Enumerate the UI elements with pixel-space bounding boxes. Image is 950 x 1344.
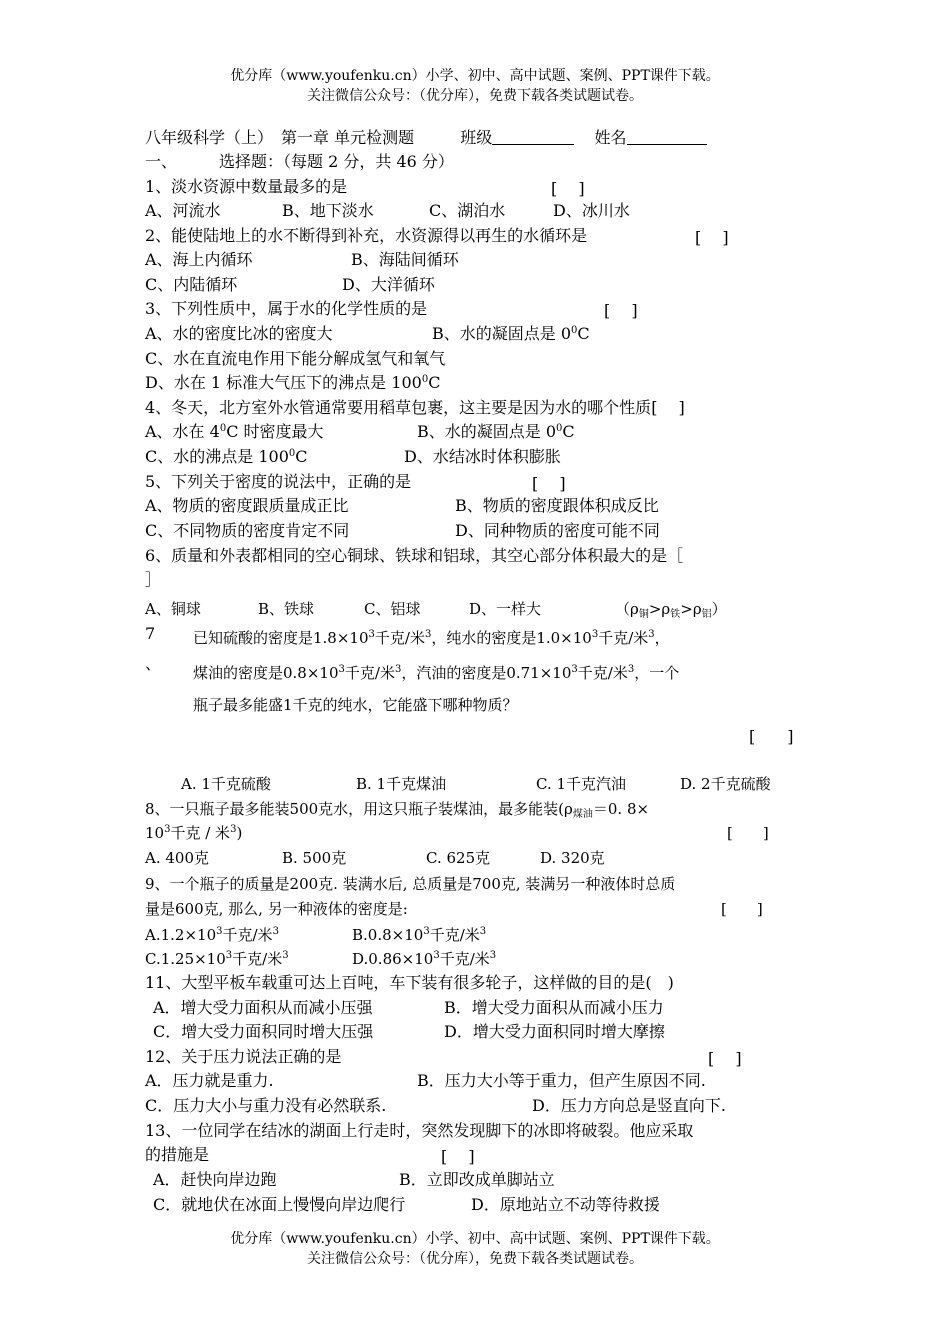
q1-option-a: A、河流水 [145,201,221,220]
q3-option-a: A、水的密度比冰的密度大 [145,324,333,343]
q2-option-b: B、海陆间循环 [351,250,459,269]
title-text: 八年级科学（上） 第一章 单元检测题 [145,128,415,147]
q13-option-c: C．就地伏在冰面上慢慢向岸边爬行 [153,1195,406,1214]
q6-option-c: C、铝球 [364,600,421,618]
q11-stem: 11、大型平板车载重可达上百吨，车下装有很多轮子，这样做的目的是( ) [145,973,674,992]
q5-stem: 5、下列关于密度的说法中，正确的是 [145,472,412,491]
q9-bracket: [ ] [721,900,763,918]
q13-stem-cont: 的措施是 [145,1145,210,1164]
q5-option-b: B、物质的密度跟体积成反比 [455,496,659,515]
q9-option-a: $A.1.2\times 10^3$千克/米$^3$ [145,926,279,944]
q5-option-a: A、物质的密度跟质量成正比 [145,496,349,515]
q4-option-c: C、水的沸点是 $100^0C$ [145,447,308,466]
q12-option-b: B．压力大小等于重力，但产生原因不同. [417,1071,706,1090]
q7-number: 7 [145,624,156,643]
q5-option-d: D、同种物质的密度可能不同 [455,521,660,540]
q8-option-d: D. 320克 [540,849,605,867]
q4-option-a: A、水在 $4^0C$ 时密度最大 [145,422,324,441]
q1-bracket: [ ] [551,179,585,198]
q8-bracket: [ ] [727,824,769,842]
q7-line-3: 瓶子最多能盛1千克的纯水，它能盛下哪种物质？ [193,696,518,714]
q4-option-d: D、水结冰时体积膨胀 [404,447,561,466]
q9-option-d: $D.0.86\times 10^3$千克/米$^3$ [352,950,497,968]
q11-option-a: A．增大受力面积从而减小压强 [153,998,373,1017]
q6-density-note: $(\rho_铜>\rho_铁>\rho_铝)$ [615,600,727,620]
q5-option-c: C、不同物质的密度肯定不同 [145,521,350,540]
q7-option-a: A. 1千克硫酸 [181,775,271,793]
q12-option-a: A．压力就是重力. [145,1071,274,1090]
q6-option-d: D、一样大 [469,600,542,618]
q2-option-d: D、大洋循环 [342,275,435,294]
header-line-2: 关注微信公众号：（优分库），免费下载各类试题试卷。 [307,88,643,104]
q1-option-d: D、冰川水 [553,201,630,220]
q9-option-b: $B.0.8\times 10^3$千克/米$^3$ [352,926,487,944]
q6-stem: 6、质量和外表都相同的空心铜球、铁球和铝球，其空心部分体积最大的是［ [145,546,684,565]
q8-stem-cont: $10^3$千克 / 米$^3$) [145,824,243,842]
q13-option-b: B．立即改成单脚站立 [399,1170,555,1189]
q13-option-a: A．赶快向岸边跑 [153,1170,277,1189]
q12-stem: 12、关于压力说法正确的是 [145,1047,342,1066]
header-line-1: 优分库（www.youfenku.cn）小学、初中、高中试题、案例、PPT课件下载。 [230,68,720,84]
q1-stem: 1、淡水资源中数量最多的是 [145,177,348,196]
section-text: 选择题：（每题 2 分，共 46 分） [219,152,454,171]
q7-separator: 、 [145,654,162,673]
q7-bracket: [ ] [749,727,794,746]
q3-bracket: [ ] [604,301,638,320]
q2-option-c: C、内陆循环 [145,275,238,294]
class-label: 班级 [460,128,493,147]
q7-option-c: C. 1千克汽油 [536,775,627,793]
q2-bracket: [ ] [695,228,729,247]
class-blank [492,128,574,145]
q3-option-d: D、水在 1 标准大气压下的沸点是 $100^0C$ [145,373,441,392]
q8-option-a: A. 400克 [145,849,209,867]
q12-option-c: C．压力大小与重力没有必然联系. [145,1096,387,1115]
q7-line-2: 煤油的密度是$0.8\times 10^3$千克/米$^3$，汽油的密度是$0.71\times 10^3$千克/米$^3$，一个 [193,664,680,682]
q3-stem: 3、下列性质中，属于水的化学性质的是 [145,299,428,318]
name-blank [627,128,707,145]
section-heading [145,151,454,173]
q6-option-b: B、铁球 [258,600,315,618]
q9-stem-cont: 量是600克, 那么, 另一种液体的密度是: [145,900,408,918]
q4-option-b: B、水的凝固点是 $0^0C$ [417,422,575,441]
footer-line-1: 优分库（www.youfenku.cn）小学、初中、高中试题、案例、PPT课件下载。 [230,1231,720,1247]
footer-line-2: 关注微信公众号：（优分库），免费下载各类试题试卷。 [307,1251,643,1267]
q12-option-d: D．压力方向总是竖直向下. [532,1096,726,1115]
q7-option-d: D. 2千克硫酸 [680,775,771,793]
q11-option-b: B．增大受力面积从而减小压力 [444,998,664,1017]
q1-option-b: B、地下淡水 [282,201,374,220]
q9-stem: 9、一个瓶子的质量是200克. 装满水后, 总质量是700克, 装满另一种液体时总质 [145,875,676,893]
q11-option-c: C．增大受力面积同时增大压强 [153,1022,374,1041]
q6-option-a: A、铜球 [145,600,201,618]
q1-option-c: C、湖泊水 [429,201,506,220]
q11-option-d: D．增大受力面积同时增大摩擦 [444,1022,665,1041]
q12-bracket: [ ] [708,1049,742,1068]
q6-stem-cont: ］ [145,570,162,589]
q8-stem: 8、一只瓶子最多能装500克水，用这只瓶子装煤油，最多能装($\rho_{煤油}=0$. 8× [145,800,650,820]
q13-stem: 13、一位同学在结冰的湖面上行走时，突然发现脚下的冰即将破裂。他应采取 [145,1121,694,1140]
page-title [145,127,707,149]
q2-option-a: A、海上内循环 [145,250,253,269]
name-label: 姓名 [594,128,627,147]
q8-option-c: C. 625克 [426,849,491,867]
q9-option-c: $C.1.25\times 10^3$千克/米$^3$ [145,950,289,968]
q7-line-1: 已知硫酸的密度是$1.8\times 10^3$千克/米$^3$，纯水的密度是$1.0\times 10^3$千克/米$^3$， [193,629,670,647]
section-number: 一、 [145,152,178,171]
q2-stem: 2、能使陆地上的水不断得到补充，水资源得以再生的水循环是 [145,226,588,245]
q7-option-b: B. 1千克煤油 [356,775,447,793]
q3-option-b: B、水的凝固点是 $0^0C$ [432,324,590,343]
q13-bracket: [ ] [441,1147,475,1166]
q3-option-c: C、水在直流电作用下能分解成氢气和氧气 [145,349,446,368]
q13-option-d: D．原地站立不动等待救援 [471,1195,660,1214]
q5-bracket: [ ] [532,474,566,493]
q4-stem: 4、冬天，北方室外水管通常要用稻草包裹，这主要是因为水的哪个性质[ ] [145,398,685,417]
q8-option-b: B. 500克 [282,849,347,867]
